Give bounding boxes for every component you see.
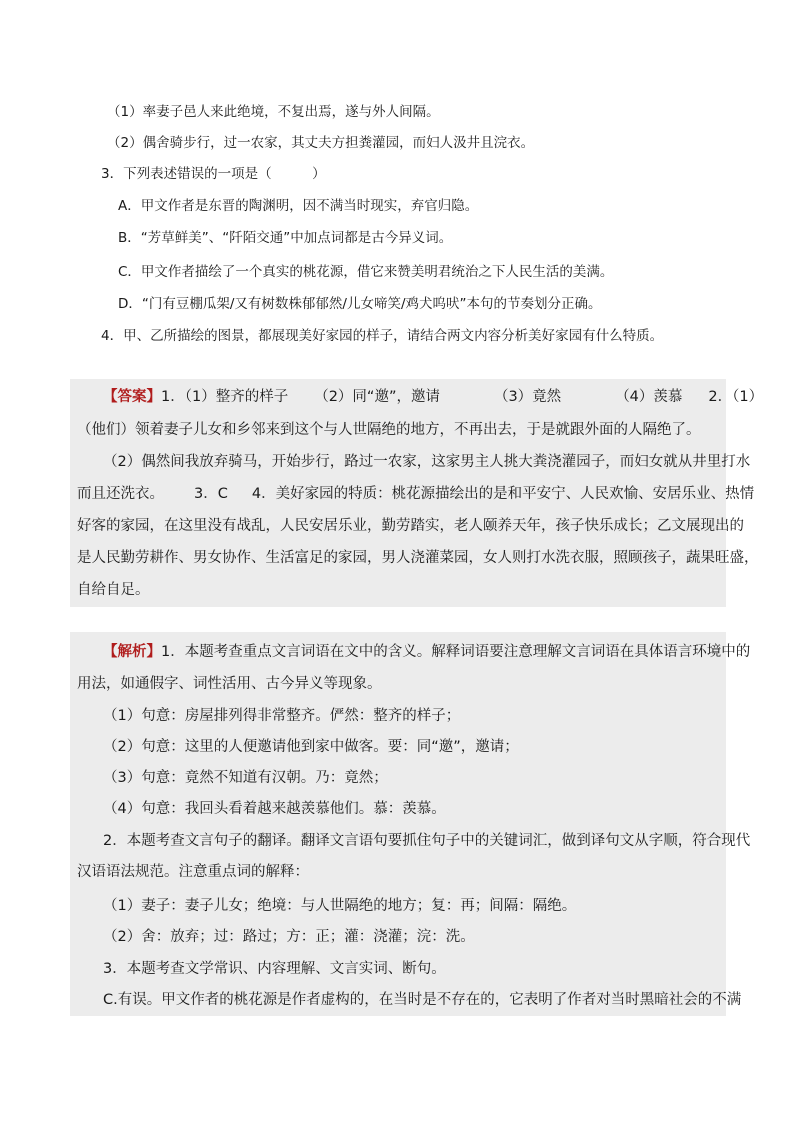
question-3-option-d: D．“门有豆棚瓜架/又有树数株郁郁然/儿女啼笑/鸡犬呜吠”本句的节奏划分正确。 bbox=[118, 296, 602, 312]
answer-tag: 【答案】 bbox=[103, 389, 161, 405]
analysis-line-7: 2．本题考查文言句子的翻译。翻译文言语句要抓住句子中的关键词汇，做到译句文从字顺，符合现代 bbox=[103, 833, 751, 849]
question-3-option-a: A．甲文作者是东晋的陶渊明，因不满当时现实，弃官归隐。 bbox=[118, 198, 479, 214]
analysis-line-8: 汉语语法规范。注意重点词的解释： bbox=[77, 864, 309, 880]
question-line-1: （1）率妻子邑人来此绝境，不复出焉，遂与外人间隔。 bbox=[107, 104, 440, 120]
question-line-2: （2）偶舍骑步行，过一农家，其丈夫方担粪灌园，而妇人汲井且浣衣。 bbox=[107, 135, 535, 151]
analysis-line-6: （4）句意：我回头看着越来越羡慕他们。慕：羡慕。 bbox=[103, 801, 446, 817]
answer-line-7: 自给自足。 bbox=[77, 582, 150, 598]
answer-line-4 bbox=[77, 484, 755, 504]
answer-line-5: 好客的家园，在这里没有战乱，人民安居乐业，勤劳踏实，老人颐养天年，孩子快乐成长；乙文展现出的 bbox=[77, 518, 744, 534]
analysis-line-11: 3．本题考查文学常识、内容理解、文言实词、断句。 bbox=[103, 961, 446, 977]
answer-q2-tail: 而且还洗衣。 bbox=[77, 486, 164, 502]
analysis-line-5: （3）句意：竟然不知道有汉朝。乃：竟然； bbox=[103, 770, 388, 786]
answer-q2-1-label: 2．（1） bbox=[708, 389, 764, 405]
analysis-line-9: （1）妻子：妻子儿女；绝境：与人世隔绝的地方；复：再；间隔：隔绝。 bbox=[103, 898, 577, 914]
answer-q3: 3．C bbox=[194, 486, 228, 502]
analysis-q1-text: 1．本题考查重点文言词语在文中的含义。解释词语要注意理解文言词语在具体语言环境中的 bbox=[161, 644, 751, 660]
analysis-line-3: （1）句意：房屋排列得非常整齐。俨然：整齐的样子； bbox=[103, 708, 461, 724]
question-4-stem: 4．甲、乙所描绘的图景，都展现美好家园的样子，请结合两文内容分析美好家园有什么特质。 bbox=[101, 328, 664, 344]
answer-line-1 bbox=[77, 387, 764, 407]
analysis-line-10: （2）舍：放弃；过：路过；方：正；灌：浇灌；浣：洗。 bbox=[103, 929, 475, 945]
analysis-line-12: C.有误。甲文作者的桃花源是作者虚构的，在当时是不存在的，它表明了作者对当时黑暗社会的不满 bbox=[103, 992, 742, 1008]
answer-q1-3: （3）竟然 bbox=[493, 389, 562, 405]
analysis-tag: 【解析】 bbox=[103, 644, 161, 660]
question-3-stem: 3．下列表述错误的一项是（ ） bbox=[101, 166, 326, 182]
analysis-line-4: （2）句意：这里的人便邀请他到家中做客。要：同“邀”，邀请； bbox=[103, 739, 519, 755]
question-3-option-b: B．“芳草鲜美”、“阡陌交通”中加点词都是古今异义词。 bbox=[118, 230, 453, 246]
answer-line-3: （2）偶然间我放弃骑马，开始步行，路过一农家，这家男主人挑大粪浇灌园子，而妇女就从井里打水 bbox=[103, 454, 751, 470]
analysis-line-1 bbox=[77, 642, 751, 662]
answer-line-6: 是人民勤劳耕作、男女协作、生活富足的家园，男人浇灌菜园，女人则打水洗衣服，照顾孩子，蔬果旺盛， bbox=[77, 550, 759, 566]
answer-line-2: （他们）领着妻子儿女和乡邻来到这个与人世隔绝的地方，不再出去，于是就跟外面的人隔绝了。 bbox=[77, 422, 701, 438]
analysis-line-2: 用法，如通假字、词性活用、古今异义等现象。 bbox=[77, 676, 382, 692]
answer-q1-4: （4）羡慕 bbox=[615, 389, 683, 405]
answer-q1-1: 1．（1）整齐的样子 bbox=[161, 389, 289, 405]
question-3-option-c: C．甲文作者描绘了一个真实的桃花源，借它来赞美明君统治之下人民生活的美满。 bbox=[118, 264, 614, 280]
answer-q4: 4．美好家园的特质：桃花源描绘出的是和平安宁、人民欢愉、安居乐业、热情 bbox=[251, 486, 755, 502]
answer-q1-2: （2）同“邀”，邀请 bbox=[314, 389, 440, 405]
